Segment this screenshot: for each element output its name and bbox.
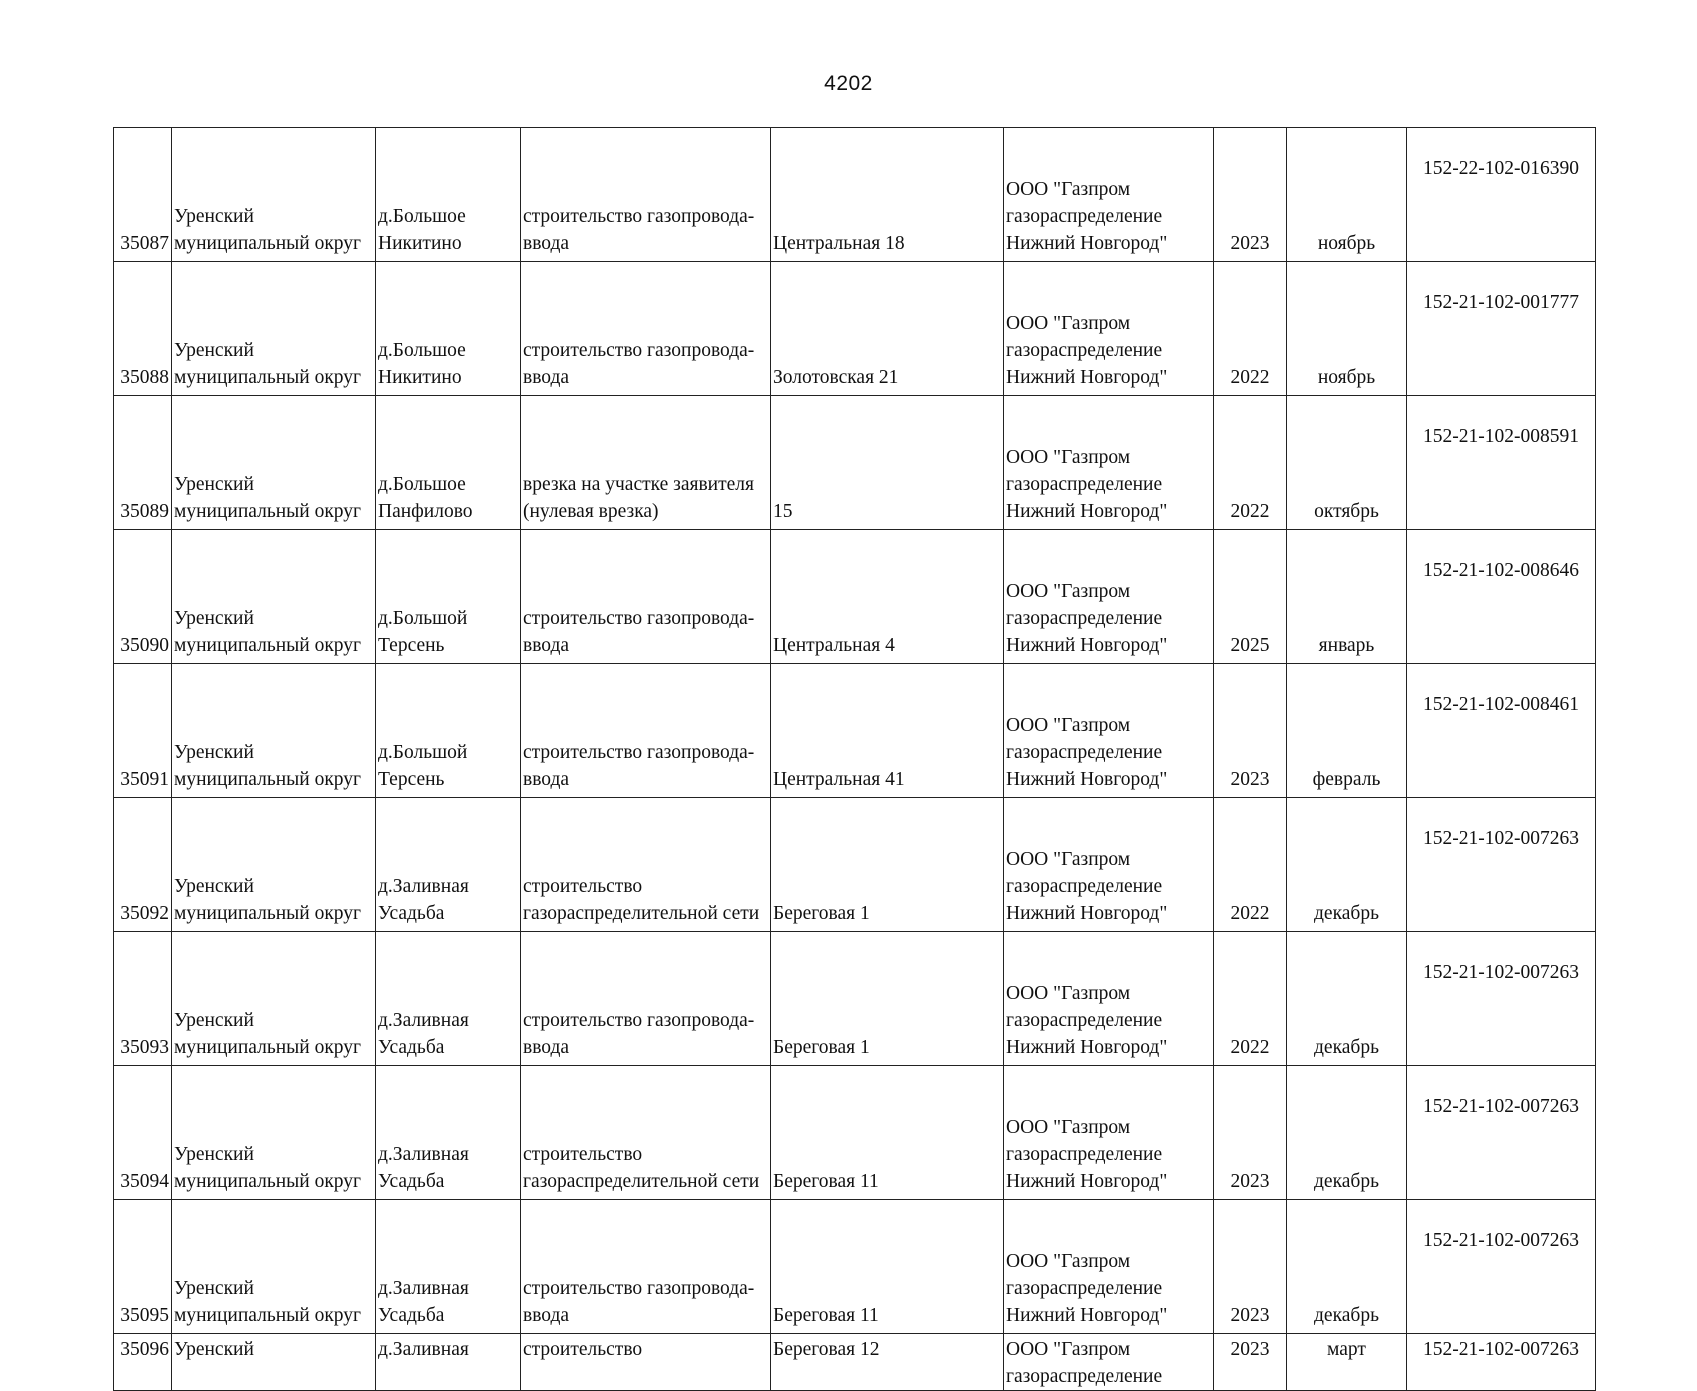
table-row <box>114 128 1596 262</box>
locality-cell-line: Терсень <box>378 635 445 656</box>
work-type-cell <box>521 128 771 262</box>
table-row <box>114 396 1596 530</box>
work-type-cell-line: строительство <box>523 1339 643 1360</box>
locality-cell <box>376 798 521 932</box>
organization-cell-line: газораспределение <box>1006 206 1163 227</box>
month-cell: декабрь <box>1287 798 1407 932</box>
record-number-cell: 35093 <box>114 932 172 1066</box>
application-code-cell: 152-21-102-007263 <box>1407 798 1596 932</box>
work-type-cell-line: строительство <box>523 1144 643 1165</box>
district-cell <box>172 396 376 530</box>
application-code-cell: 152-21-102-007263 <box>1407 1200 1596 1334</box>
table-row <box>114 1200 1596 1334</box>
work-type-cell <box>521 530 771 664</box>
table-row <box>114 1334 1596 1391</box>
district-cell-line: Уренский <box>174 474 254 495</box>
locality-cell-line: Усадьба <box>378 1037 445 1058</box>
work-type-cell-line: (нулевая врезка) <box>523 501 659 522</box>
application-code-cell: 152-21-102-007263 <box>1407 932 1596 1066</box>
district-cell-line: муниципальный округ <box>174 233 362 254</box>
work-type-cell-line: ввода <box>523 367 570 388</box>
work-type-cell-line: строительство газопровода- <box>523 742 755 763</box>
record-number-cell: 35090 <box>114 530 172 664</box>
locality-cell <box>376 530 521 664</box>
work-type-cell-line: строительство <box>523 876 643 897</box>
month-cell: март <box>1287 1334 1407 1391</box>
organization-cell-line: Нижний Новгород" <box>1006 367 1168 388</box>
district-cell-line: муниципальный округ <box>174 501 362 522</box>
address-cell: Золотовская 21 <box>771 262 1004 396</box>
application-code-cell: 152-21-102-007263 <box>1407 1066 1596 1200</box>
organization-cell-line: Нижний Новгород" <box>1006 1171 1168 1192</box>
organization-cell-line: ООО "Газпром <box>1006 447 1131 468</box>
locality-cell <box>376 396 521 530</box>
locality-cell-line: д.Большой <box>378 608 468 629</box>
organization-cell-line: Нижний Новгород" <box>1006 769 1168 790</box>
district-cell-line: муниципальный округ <box>174 1305 362 1326</box>
organization-cell-line: газораспределение <box>1006 1366 1163 1387</box>
work-type-cell <box>521 1200 771 1334</box>
locality-cell <box>376 262 521 396</box>
work-type-cell-line: ввода <box>523 1305 570 1326</box>
month-cell: ноябрь <box>1287 128 1407 262</box>
record-number-cell: 35089 <box>114 396 172 530</box>
organization-cell-line: ООО "Газпром <box>1006 1339 1131 1360</box>
district-cell-line: Уренский <box>174 876 254 897</box>
work-type-cell <box>521 798 771 932</box>
district-cell-line: Уренский <box>174 340 254 361</box>
organization-cell <box>1004 1200 1214 1334</box>
record-number-cell: 35092 <box>114 798 172 932</box>
organization-cell-line: газораспределение <box>1006 1278 1163 1299</box>
application-code-cell: 152-21-102-008646 <box>1407 530 1596 664</box>
year-cell: 2022 <box>1214 798 1287 932</box>
work-type-cell <box>521 1334 771 1391</box>
year-cell: 2023 <box>1214 664 1287 798</box>
district-cell <box>172 932 376 1066</box>
year-cell: 2023 <box>1214 128 1287 262</box>
address-cell: Береговая 1 <box>771 932 1004 1066</box>
locality-cell-line: д.Заливная <box>378 1339 469 1360</box>
year-cell: 2022 <box>1214 396 1287 530</box>
table-row <box>114 530 1596 664</box>
district-cell <box>172 1066 376 1200</box>
district-cell-line: муниципальный округ <box>174 635 362 656</box>
work-type-cell-line: ввода <box>523 635 570 656</box>
work-type-cell <box>521 664 771 798</box>
application-code-cell: 152-21-102-007263 <box>1407 1334 1596 1391</box>
locality-cell-line: Панфилово <box>378 501 473 522</box>
organization-cell-line: ООО "Газпром <box>1006 715 1131 736</box>
district-cell <box>172 664 376 798</box>
work-type-cell <box>521 262 771 396</box>
table-body <box>114 128 1596 1391</box>
locality-cell <box>376 932 521 1066</box>
locality-cell-line: д.Большое <box>378 206 466 227</box>
month-cell: октябрь <box>1287 396 1407 530</box>
application-code-cell: 152-22-102-016390 <box>1407 128 1596 262</box>
work-type-cell-line: строительство газопровода- <box>523 1010 755 1031</box>
district-cell-line: Уренский <box>174 1010 254 1031</box>
work-type-cell-line: ввода <box>523 769 570 790</box>
locality-cell-line: д.Большой <box>378 742 468 763</box>
district-cell-line: муниципальный округ <box>174 1171 362 1192</box>
work-type-cell <box>521 1066 771 1200</box>
district-cell-line: муниципальный округ <box>174 1037 362 1058</box>
record-number-cell: 35094 <box>114 1066 172 1200</box>
work-type-cell-line: ввода <box>523 233 570 254</box>
locality-cell-line: д.Заливная <box>378 1278 469 1299</box>
address-cell: 15 <box>771 396 1004 530</box>
year-cell: 2023 <box>1214 1066 1287 1200</box>
application-code-cell: 152-21-102-001777 <box>1407 262 1596 396</box>
record-number-cell: 35096 <box>114 1334 172 1391</box>
organization-cell-line: ООО "Газпром <box>1006 1117 1131 1138</box>
locality-cell-line: Усадьба <box>378 903 445 924</box>
organization-cell <box>1004 1066 1214 1200</box>
work-type-cell-line: строительство газопровода- <box>523 340 755 361</box>
district-cell-line: Уренский <box>174 742 254 763</box>
locality-cell-line: Никитино <box>378 367 462 388</box>
district-cell <box>172 1200 376 1334</box>
month-cell: декабрь <box>1287 1066 1407 1200</box>
application-code-cell: 152-21-102-008461 <box>1407 664 1596 798</box>
work-type-cell <box>521 396 771 530</box>
district-cell-line: Уренский <box>174 206 254 227</box>
work-type-cell-line: строительство газопровода- <box>523 1278 755 1299</box>
record-number-cell: 35087 <box>114 128 172 262</box>
table-row <box>114 798 1596 932</box>
table-row <box>114 664 1596 798</box>
address-cell: Центральная 18 <box>771 128 1004 262</box>
month-cell: декабрь <box>1287 932 1407 1066</box>
work-type-cell-line: врезка на участке заявителя <box>523 474 754 495</box>
organization-cell-line: газораспределение <box>1006 608 1163 629</box>
organization-cell-line: Нижний Новгород" <box>1006 1305 1168 1326</box>
year-cell: 2023 <box>1214 1334 1287 1391</box>
organization-cell-line: газораспределение <box>1006 1144 1163 1165</box>
organization-cell <box>1004 664 1214 798</box>
organization-cell <box>1004 396 1214 530</box>
table-row <box>114 1066 1596 1200</box>
organization-cell-line: ООО "Газпром <box>1006 849 1131 870</box>
district-cell <box>172 530 376 664</box>
record-number-cell: 35091 <box>114 664 172 798</box>
district-cell <box>172 262 376 396</box>
organization-cell-line: ООО "Газпром <box>1006 313 1131 334</box>
locality-cell-line: д.Заливная <box>378 876 469 897</box>
table-row <box>114 932 1596 1066</box>
work-type-cell-line: строительство газопровода- <box>523 608 755 629</box>
address-cell: Береговая 11 <box>771 1200 1004 1334</box>
organization-cell-line: газораспределение <box>1006 742 1163 763</box>
organization-cell <box>1004 262 1214 396</box>
locality-cell <box>376 1066 521 1200</box>
locality-cell-line: Терсень <box>378 769 445 790</box>
year-cell: 2022 <box>1214 262 1287 396</box>
month-cell: декабрь <box>1287 1200 1407 1334</box>
table-row <box>114 262 1596 396</box>
district-cell-line: муниципальный округ <box>174 903 362 924</box>
organization-cell-line: ООО "Газпром <box>1006 1251 1131 1272</box>
organization-cell-line: Нижний Новгород" <box>1006 233 1168 254</box>
address-cell: Центральная 41 <box>771 664 1004 798</box>
organization-cell-line: газораспределение <box>1006 340 1163 361</box>
address-cell: Береговая 11 <box>771 1066 1004 1200</box>
address-cell: Береговая 1 <box>771 798 1004 932</box>
month-cell: ноябрь <box>1287 262 1407 396</box>
record-number-cell: 35095 <box>114 1200 172 1334</box>
district-cell <box>172 128 376 262</box>
organization-cell <box>1004 1334 1214 1391</box>
work-type-cell-line: газораспределительной сети <box>523 1171 760 1192</box>
work-type-cell-line: ввода <box>523 1037 570 1058</box>
organization-cell-line: ООО "Газпром <box>1006 179 1131 200</box>
locality-cell <box>376 128 521 262</box>
locality-cell <box>376 664 521 798</box>
district-cell <box>172 798 376 932</box>
registry-table <box>113 127 1596 1391</box>
record-number-cell: 35088 <box>114 262 172 396</box>
locality-cell-line: д.Заливная <box>378 1144 469 1165</box>
year-cell: 2025 <box>1214 530 1287 664</box>
organization-cell-line: газораспределение <box>1006 474 1163 495</box>
locality-cell-line: Никитино <box>378 233 462 254</box>
work-type-cell-line: строительство газопровода- <box>523 206 755 227</box>
organization-cell <box>1004 798 1214 932</box>
district-cell <box>172 1334 376 1391</box>
month-cell: январь <box>1287 530 1407 664</box>
district-cell-line: Уренский <box>174 1144 254 1165</box>
organization-cell-line: Нижний Новгород" <box>1006 635 1168 656</box>
organization-cell-line: Нижний Новгород" <box>1006 903 1168 924</box>
district-cell-line: Уренский <box>174 608 254 629</box>
organization-cell-line: газораспределение <box>1006 876 1163 897</box>
organization-cell <box>1004 128 1214 262</box>
district-cell-line: Уренский <box>174 1339 254 1360</box>
page-number: 4202 <box>824 72 873 95</box>
district-cell-line: муниципальный округ <box>174 367 362 388</box>
year-cell: 2023 <box>1214 1200 1287 1334</box>
locality-cell-line: д.Большое <box>378 340 466 361</box>
organization-cell <box>1004 932 1214 1066</box>
month-cell: февраль <box>1287 664 1407 798</box>
organization-cell-line: ООО "Газпром <box>1006 983 1131 1004</box>
locality-cell-line: Усадьба <box>378 1305 445 1326</box>
organization-cell-line: Нижний Новгород" <box>1006 1037 1168 1058</box>
work-type-cell <box>521 932 771 1066</box>
application-code-cell: 152-21-102-008591 <box>1407 396 1596 530</box>
locality-cell-line: д.Большое <box>378 474 466 495</box>
year-cell: 2022 <box>1214 932 1287 1066</box>
district-cell-line: муниципальный округ <box>174 769 362 790</box>
district-cell-line: Уренский <box>174 1278 254 1299</box>
address-cell: Береговая 12 <box>771 1334 1004 1391</box>
locality-cell-line: д.Заливная <box>378 1010 469 1031</box>
work-type-cell-line: газораспределительной сети <box>523 903 760 924</box>
locality-cell <box>376 1334 521 1391</box>
locality-cell <box>376 1200 521 1334</box>
organization-cell-line: ООО "Газпром <box>1006 581 1131 602</box>
organization-cell-line: газораспределение <box>1006 1010 1163 1031</box>
locality-cell-line: Усадьба <box>378 1171 445 1192</box>
organization-cell <box>1004 530 1214 664</box>
address-cell: Центральная 4 <box>771 530 1004 664</box>
organization-cell-line: Нижний Новгород" <box>1006 501 1168 522</box>
